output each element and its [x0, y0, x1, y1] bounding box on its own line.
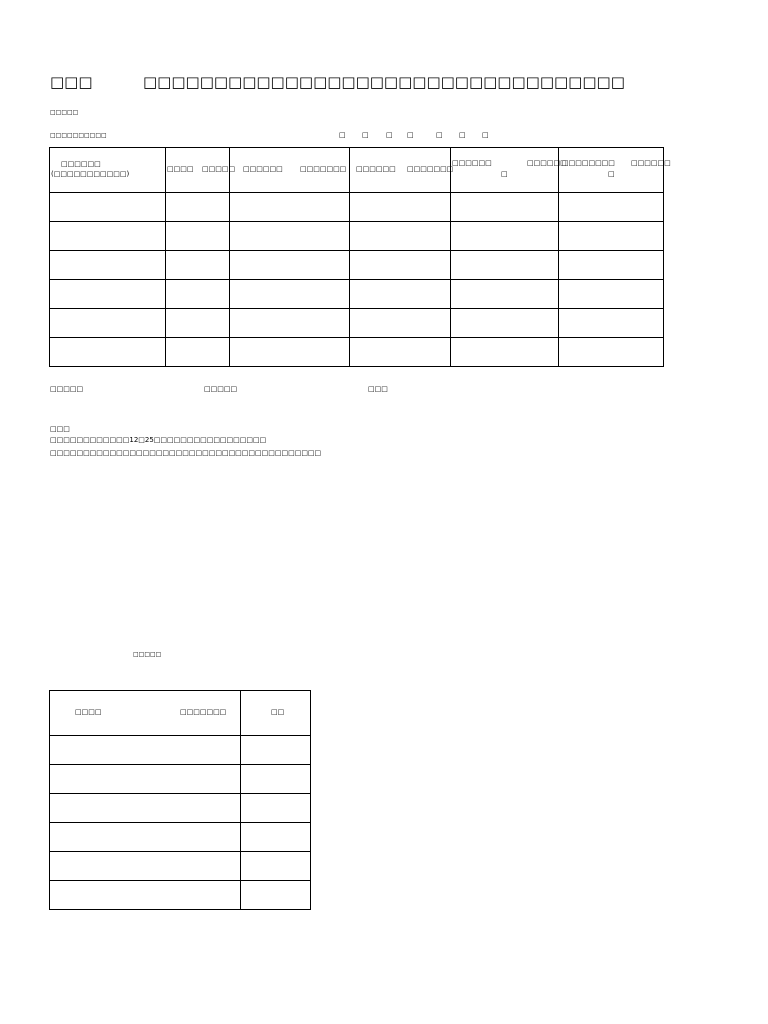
header-under: □ [608, 170, 615, 178]
table-cell[interactable] [50, 881, 241, 910]
table-cell[interactable] [350, 193, 451, 222]
header-under: □ [501, 170, 508, 178]
table-cell[interactable] [350, 338, 451, 367]
header-right: □□□□□ [202, 165, 236, 173]
header-right: □□□□□□□ [300, 165, 347, 173]
table-cell[interactable] [451, 222, 559, 251]
header-left: □□□□□□ [243, 165, 283, 173]
page-title: □□□□□□□□□□□□□□□□□□□□□□□□□□□□□□□□□□ [143, 73, 625, 91]
date-char: □ [459, 131, 466, 139]
table-cell[interactable] [241, 852, 311, 881]
date-char: □ [386, 131, 393, 139]
header-right: □□□□□□□ [180, 708, 227, 716]
meta-line-1: □□□□□ [50, 109, 79, 116]
header-cell [50, 691, 241, 736]
date-char: □ [482, 131, 489, 139]
table-cell[interactable] [350, 309, 451, 338]
header-col2: □□ [271, 708, 285, 716]
table-cell[interactable] [50, 193, 166, 222]
date-char: □ [362, 131, 369, 139]
signature-label-3: □□□ [368, 385, 388, 393]
header-left: □□□□□□ [452, 159, 492, 167]
table-row [50, 280, 664, 309]
date-char: □ [407, 131, 414, 139]
signature-label-2: □□□□□ [204, 385, 238, 393]
header-cell [50, 148, 166, 193]
header-cell [230, 148, 350, 193]
table-cell[interactable] [230, 251, 350, 280]
main-table-header-row [50, 148, 664, 193]
header-left: □□□□ [75, 708, 102, 716]
meta-line-2: □□□□□□□□□□ [50, 132, 107, 139]
table-cell[interactable] [241, 794, 311, 823]
table-cell[interactable] [451, 338, 559, 367]
table-cell[interactable] [241, 736, 311, 765]
table-cell[interactable] [241, 881, 311, 910]
header-cell [350, 148, 454, 193]
table-cell[interactable] [50, 823, 241, 852]
form-number: □□□ [50, 73, 93, 91]
table-cell[interactable] [559, 309, 664, 338]
second-table [49, 690, 311, 910]
table-row [50, 765, 311, 794]
table-row [50, 852, 311, 881]
signature-label-1: □□□□□ [50, 385, 84, 393]
main-table [49, 147, 671, 367]
header-line-1: □□□□□□ [61, 160, 101, 168]
table-cell[interactable] [50, 852, 241, 881]
table-row [50, 309, 664, 338]
table-cell[interactable] [166, 338, 230, 367]
table-cell[interactable] [50, 309, 166, 338]
header-line-2: (□□□□□□□□□□□) [51, 170, 130, 178]
table-cell[interactable] [559, 193, 664, 222]
table-cell[interactable] [350, 222, 451, 251]
header-left: □□□□ [167, 165, 194, 173]
table-cell[interactable] [350, 251, 451, 280]
table-cell[interactable] [559, 338, 664, 367]
header-cell [451, 148, 567, 193]
second-table-header-row [50, 691, 311, 736]
table-cell[interactable] [230, 309, 350, 338]
table-row [50, 794, 311, 823]
table-cell[interactable] [50, 222, 166, 251]
notes-heading: □□□ [50, 425, 70, 433]
table-cell[interactable] [166, 251, 230, 280]
notes-line-1: □□□□□□□□□□□□12□25□□□□□□□□□□□□□□□□□ [50, 436, 267, 444]
second-table-caption: □□□□□ [133, 651, 162, 658]
table-row [50, 881, 311, 910]
header-left: □□□□□□ [356, 165, 396, 173]
header-cell [241, 691, 311, 736]
table-cell[interactable] [50, 338, 166, 367]
table-cell[interactable] [166, 280, 230, 309]
header-right: □□□□□□ [527, 159, 567, 167]
table-row [50, 251, 664, 280]
table-cell[interactable] [230, 338, 350, 367]
table-cell[interactable] [230, 193, 350, 222]
date-char: □ [339, 131, 346, 139]
table-cell[interactable] [50, 280, 166, 309]
table-row [50, 222, 664, 251]
table-cell[interactable] [166, 222, 230, 251]
table-cell[interactable] [50, 794, 241, 823]
table-cell[interactable] [241, 765, 311, 794]
notes-line-2: □□□□□□□□□□□□□□□□□□□□□□□□□□□□□□□□□□□□□□□□□ [50, 449, 322, 457]
table-row [50, 823, 311, 852]
header-cell [559, 148, 671, 193]
table-cell[interactable] [230, 222, 350, 251]
table-cell[interactable] [230, 280, 350, 309]
date-char: □ [436, 131, 443, 139]
table-cell[interactable] [559, 280, 664, 309]
table-cell[interactable] [350, 280, 451, 309]
table-cell[interactable] [559, 251, 664, 280]
table-cell[interactable] [50, 765, 241, 794]
table-cell[interactable] [241, 823, 311, 852]
table-row [50, 736, 311, 765]
header-left: □□□□□□□□ [562, 159, 615, 167]
table-cell[interactable] [451, 280, 559, 309]
table-cell[interactable] [50, 251, 166, 280]
header-cell [166, 148, 236, 193]
header-right: □□□□□□□ [407, 165, 454, 173]
table-row [50, 338, 664, 367]
table-cell[interactable] [166, 193, 230, 222]
table-cell[interactable] [50, 736, 241, 765]
table-cell[interactable] [451, 251, 559, 280]
table-row [50, 193, 664, 222]
table-cell[interactable] [451, 193, 559, 222]
table-cell[interactable] [166, 309, 230, 338]
header-right: □□□□□□ [631, 159, 671, 167]
table-cell[interactable] [451, 309, 559, 338]
table-cell[interactable] [559, 222, 664, 251]
